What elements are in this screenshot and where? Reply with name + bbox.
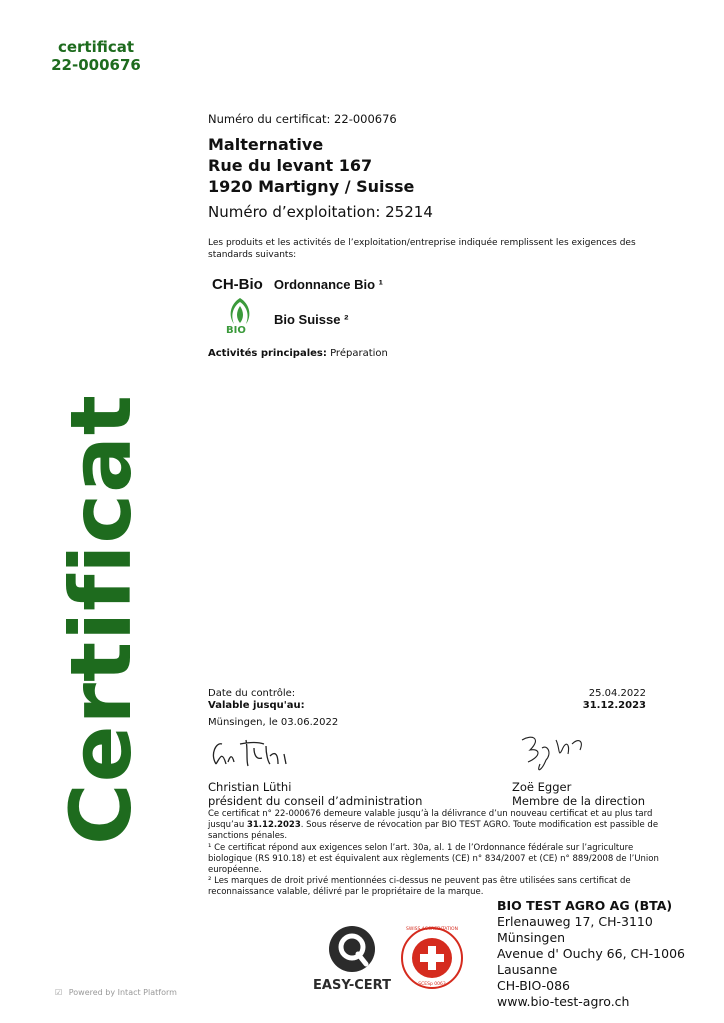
validity-note-c: . Sous réserve de révocation par BIO TEST AGRO. Toute modification est passible de sanctions pénales. — [208, 820, 659, 842]
corner-cert-number: 22-000676 — [51, 56, 141, 74]
bio-logo-text: BIO — [226, 325, 246, 336]
control-date-value: 25.04.2022 — [588, 688, 646, 699]
easy-cert-logo — [312, 924, 392, 996]
issuer-line: Lausanne — [497, 962, 558, 977]
activities-label: Activités principales: — [208, 348, 327, 359]
validity-note-date: 31.12.2023 — [246, 820, 301, 831]
valid-until-label: Valable jusqu'au: — [208, 700, 305, 711]
issuer-line: CH-BIO-086 — [497, 978, 571, 993]
issuer-line: Erlenauweg 17, CH-3110 — [497, 914, 653, 929]
swiss-cross-icon — [400, 926, 464, 990]
validity-note — [208, 809, 670, 843]
signature-egger-icon — [512, 730, 592, 778]
standard-bio-suisse: Bio Suisse ² — [274, 312, 349, 327]
standard-ch-bio — [212, 274, 383, 293]
signatory-1-role: président du conseil d’administration — [208, 794, 423, 808]
magnifier-icon — [312, 924, 392, 976]
standard-code: CH-Bio — [212, 276, 263, 293]
certificate-number-line: Numéro du certificat: 22-000676 — [208, 112, 397, 126]
issuer-website[interactable]: www.bio-test-agro.ch — [497, 994, 630, 1009]
swiss-accreditation-seal — [400, 926, 464, 990]
signatory-2-role: Membre de la direction — [512, 794, 646, 808]
footnote-1: ¹ Ce certificat répond aux exigences selon l’art. 30a, al. 1 de l’Ordonnance fédérale sur l’agriculture biologique (RS 910.18) et est équivalent aux règlements (CE) n° 834/2007 et (CE) n° 889/2008 de l’Union européenne. — [208, 842, 659, 876]
footnote-2: ² Les marques de droit privé mentionnées ci-dessus ne peuvent pas être utilisées sans certificat de reconnaissance valable, délivré par le propriétaire de la marque. — [208, 876, 631, 898]
signatory-1-name: Christian Lüthi — [208, 780, 292, 794]
powered-by — [55, 988, 177, 997]
company-street: Rue du levant 167 — [208, 156, 373, 175]
valid-until-value: 31.12.2023 — [582, 700, 646, 711]
signatory-1 — [208, 780, 422, 808]
check-icon: ☑ — [55, 988, 63, 997]
easy-cert-text: EASY-CERT — [313, 978, 391, 993]
exploitation-number: Numéro d’exploitation: 25214 — [208, 203, 433, 221]
footnotes — [208, 809, 670, 899]
seal-bottom-text: SCESp 0063 — [418, 982, 446, 987]
issuer-line: Münsingen — [497, 930, 566, 945]
issuer-line: Avenue d' Ouchy 66, CH-1006 — [497, 946, 685, 961]
powered-by-text: Powered by Intact Platform — [68, 988, 177, 997]
corner-cert-label — [30, 38, 162, 74]
seal-top-text: SWISS ACCREDITATION — [406, 927, 458, 932]
issuer-address — [497, 898, 685, 1010]
signature-luthi-icon — [206, 734, 316, 774]
corner-line-1: certificat — [57, 38, 135, 56]
company-city: 1920 Martigny / Suisse — [208, 177, 415, 196]
vertical-title-text: Certificat — [52, 394, 150, 845]
control-date-label: Date du contrôle: — [208, 688, 296, 699]
activities-value: Préparation — [330, 348, 388, 359]
company-address — [208, 134, 414, 197]
validity-note-a: Ce certificat n° 22-000676 demeure valable jusqu’à la délivrance d’un nouveau certificat et au plus tard jusqu’au — [208, 809, 653, 831]
issuer-name: BIO TEST AGRO AG (BTA) — [497, 898, 673, 913]
signatory-2-name: Zoë Egger — [512, 780, 572, 794]
signatory-2 — [512, 780, 645, 808]
company-name: Malternative — [208, 135, 324, 154]
standard-name: Ordonnance Bio ¹ — [273, 277, 383, 292]
place-date: Münsingen, le 03.06.2022 — [208, 717, 339, 728]
vertical-title — [52, 370, 150, 845]
bio-suisse-logo — [222, 296, 258, 338]
main-activities — [208, 348, 388, 360]
intro-text: Les produits et les activités de l’exploitation/entreprise indiquée remplissent les exigences des standards suivants: — [208, 238, 636, 260]
